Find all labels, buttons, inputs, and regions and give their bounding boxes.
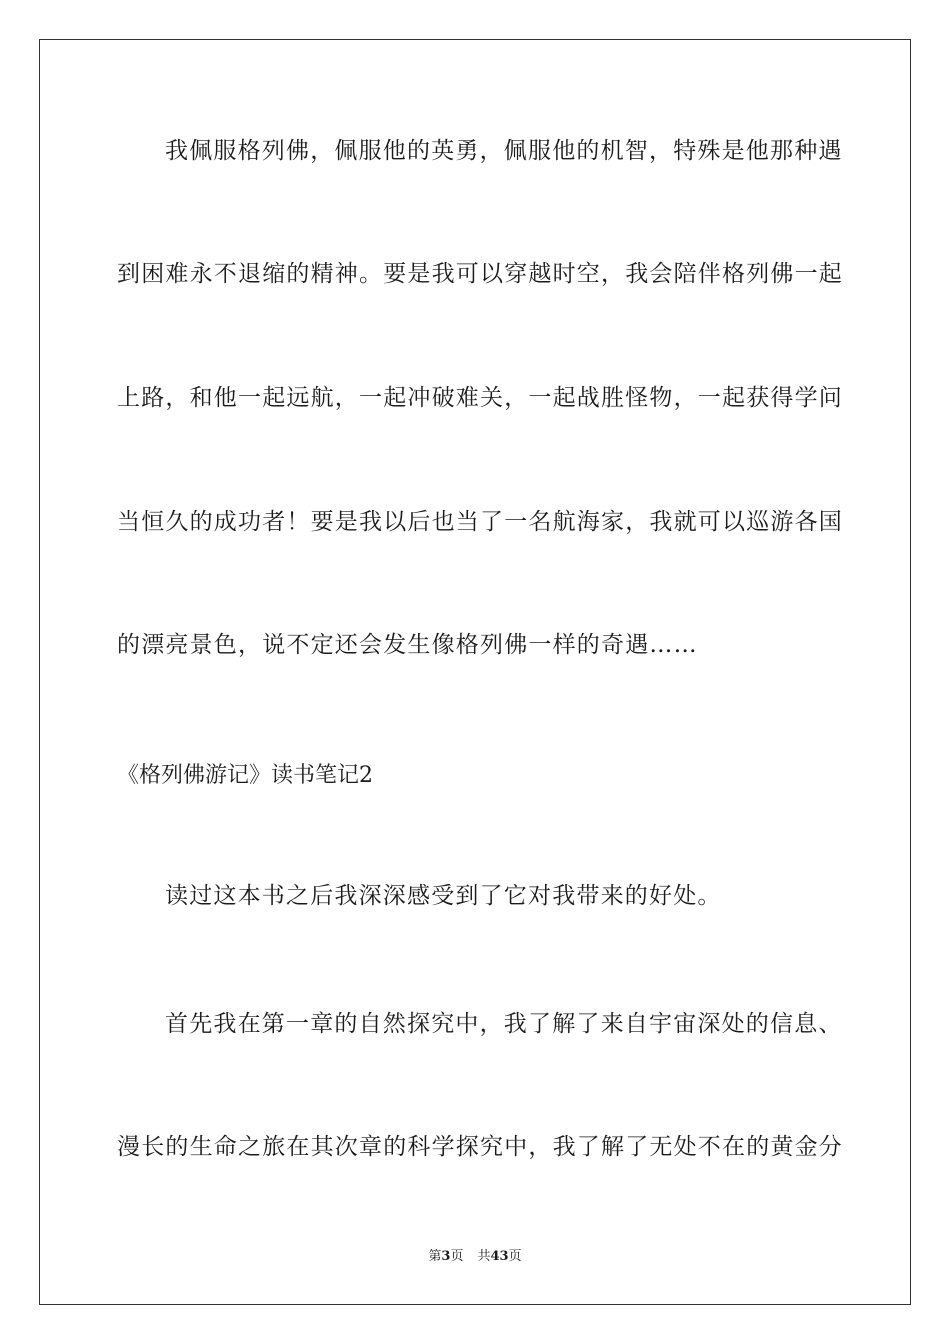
current-page-number: 3 (441, 1249, 451, 1264)
total-label-suffix: 页 (508, 1249, 522, 1264)
paragraph-line: 我佩服格列佛，佩服他的英勇，佩服他的机智，特殊是他那种遇 (165, 138, 843, 164)
page-label-prefix: 第 (428, 1249, 442, 1264)
paragraph-line: 读过这本书之后我深深感受到了它对我带来的好处。 (165, 883, 722, 909)
total-page-number: 43 (490, 1249, 509, 1264)
paragraph-line: 的漂亮景色，说不定还会发生像格列佛一样的奇遇…… (117, 632, 698, 658)
paragraph-line: 上路，和他一起远航，一起冲破难关，一起战胜怪物，一起获得学问 (117, 385, 843, 411)
paragraph-line: 首先我在第一章的自然探究中，我了解了来自宇宙深处的信息、 (165, 1011, 843, 1037)
page-border (39, 39, 911, 1305)
paragraph-line: 当恒久的成功者！要是我以后也当了一名航海家，我就可以巡游各国 (117, 509, 843, 535)
paragraph-line: 到困难永不退缩的精神。要是我可以穿越时空，我会陪伴格列佛一起 (117, 261, 843, 287)
section-heading: 《格列佛游记》读书笔记2 (117, 763, 373, 788)
paragraph-line: 漫长的生命之旅在其次章的科学探究中，我了解了无处不在的黄金分 (117, 1134, 843, 1160)
total-label-prefix: 共 (477, 1249, 491, 1264)
page-label-suffix: 页 (450, 1249, 464, 1264)
page-footer (0, 1248, 950, 1266)
